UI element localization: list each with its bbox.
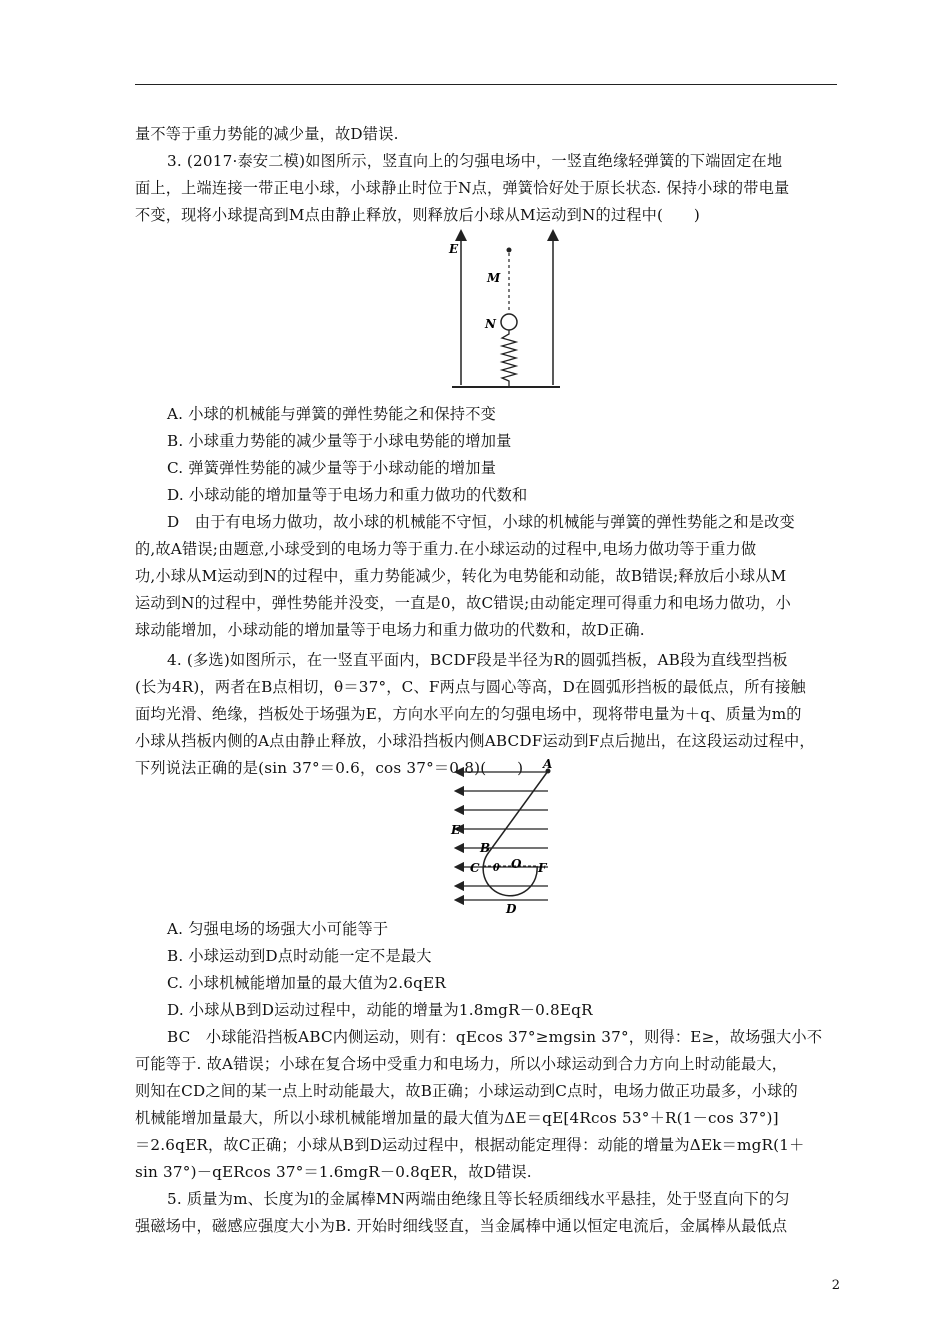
answer-4: BC 小球能沿挡板ABC内侧运动，则有：qEcos 37°≥mgsin 37°，则得：E≥，故场强大小不 xyxy=(167,1028,823,1046)
option-c: C. 弹簧弹性势能的减少量等于小球动能的增加量 xyxy=(167,459,497,477)
straight-barrier xyxy=(489,771,548,852)
option-a: A. 小球的机械能与弹簧的弹性势能之和保持不变 xyxy=(167,405,496,423)
label-m: M xyxy=(487,271,501,285)
text-line: 面均光滑、绝缘，挡板处于场强为E，方向水平向左的匀强电场中，现将带电量为＋q、质量为m的 xyxy=(135,705,802,723)
text-line: 不变，现将小球提高到M点由静止释放，则释放后小球从M运动到N的过程中( ) xyxy=(135,206,701,224)
text-line: 机械能增加量最大，所以小球机械能增加量的最大值为ΔE＝qE[4Rcos 53°＋R(1－cos 37°)] xyxy=(135,1109,779,1127)
text-line: 小球从挡板内侧的A点由静止释放，小球沿挡板内侧ABCDF运动到F点后抛出，在这段运动过程中， xyxy=(135,732,815,750)
question-4: 4. (多选)如图所示，在一竖直平面内，BCDF段是半径为R的圆弧挡板，AB段为直线型挡板 xyxy=(167,651,788,669)
option-a: A. 匀强电场的场强大小可能等于 xyxy=(167,920,389,938)
text-line: 强磁场中，磁感应强度大小为B. 开始时细线竖直，当金属棒中通以恒定电流后，金属棒从最低点 xyxy=(135,1217,788,1235)
label-e: E xyxy=(451,823,461,837)
question-5: 5. 质量为m、长度为l的金属棒MN两端由绝缘且等长轻质细线水平悬挂，处于竖直向下的匀 xyxy=(167,1190,790,1208)
text-line: 的,故A错误;由题意,小球受到的电场力等于重力.在小球运动的过程中,电场力做功等于重力做 xyxy=(135,540,757,558)
label-f: F xyxy=(538,861,547,875)
text-line: 球动能增加，小球动能的增加量等于电场力和重力做功的代数和，故D正确. xyxy=(135,621,645,639)
text-line: 运动到N的过程中，弹性势能并没变，一直是0，故C错误;由动能定理可得重力和电场力做功，小 xyxy=(135,594,791,612)
figure-spring xyxy=(440,225,570,395)
label-o: O xyxy=(511,857,522,871)
text-line: ＝2.6qER，故C正确；小球从B到D运动过程中，根据动能定理得：动能的增量为ΔEk＝mgR(1＋ xyxy=(135,1136,805,1154)
text-line: sin 37°)－qERcos 37°＝1.6mgR－0.8qER，故D错误. xyxy=(135,1163,532,1181)
header-rule xyxy=(135,84,837,85)
text-line: 量不等于重力势能的减少量，故D错误. xyxy=(135,125,399,143)
option-b: B. 小球重力势能的减少量等于小球电势能的增加量 xyxy=(167,432,512,450)
ball xyxy=(501,314,517,330)
label-d: D xyxy=(506,902,517,916)
text-line: 功,小球从M运动到N的过程中，重力势能减少，转化为电势能和动能，故B错误;释放后小球从M xyxy=(135,567,787,585)
option-d: D. 小球从B到D运动过程中，动能的增量为1.8mgR－0.8EqR xyxy=(167,1001,593,1019)
text-line: 则知在CD之间的某一点上时动能最大，故B正确；小球运动到C点时，电场力做正功最多，小球的 xyxy=(135,1082,798,1100)
label-a: A xyxy=(543,758,553,771)
text-line: (长为4R)，两者在B点相切，θ＝37°，C、F两点与圆心等高，D在圆弧形挡板的最低点，所有接触 xyxy=(135,678,806,696)
answer-3: D 由于有电场力做功，故小球的机械能不守恒，小球的机械能与弹簧的弹性势能之和是改变 xyxy=(167,513,795,531)
page-number: 2 xyxy=(831,1278,840,1293)
label-b: B xyxy=(480,841,491,855)
option-c: C. 小球机械能增加量的最大值为2.6qER xyxy=(167,974,446,992)
question-3: 3. (2017·泰安二模)如图所示，竖直向上的匀强电场中，一竖直绝缘轻弹簧的下端固定在地 xyxy=(167,152,783,170)
text-line: 可能等于. 故A错误；小球在复合场中受重力和电场力，所以小球运动到合力方向上时动能最大， xyxy=(135,1055,788,1073)
option-b: B. 小球运动到D点时动能一定不是最大 xyxy=(167,947,432,965)
label-n: N xyxy=(485,317,496,331)
label-theta: θ xyxy=(493,863,500,874)
spring xyxy=(502,330,516,387)
point-m xyxy=(507,248,512,253)
label-c: C xyxy=(470,861,480,875)
text-line: 面上，上端连接一带正电小球，小球静止时位于N点，弹簧恰好处于原长状态. 保持小球的带电量 xyxy=(135,179,790,197)
label-e: E xyxy=(449,242,459,256)
option-d: D. 小球动能的增加量等于电场力和重力做功的代数和 xyxy=(167,486,528,504)
text-line: 下列说法正确的是(sin 37°＝0.6，cos 37°＝0.8)( ) xyxy=(135,759,524,777)
figure-arc-field xyxy=(445,758,565,918)
